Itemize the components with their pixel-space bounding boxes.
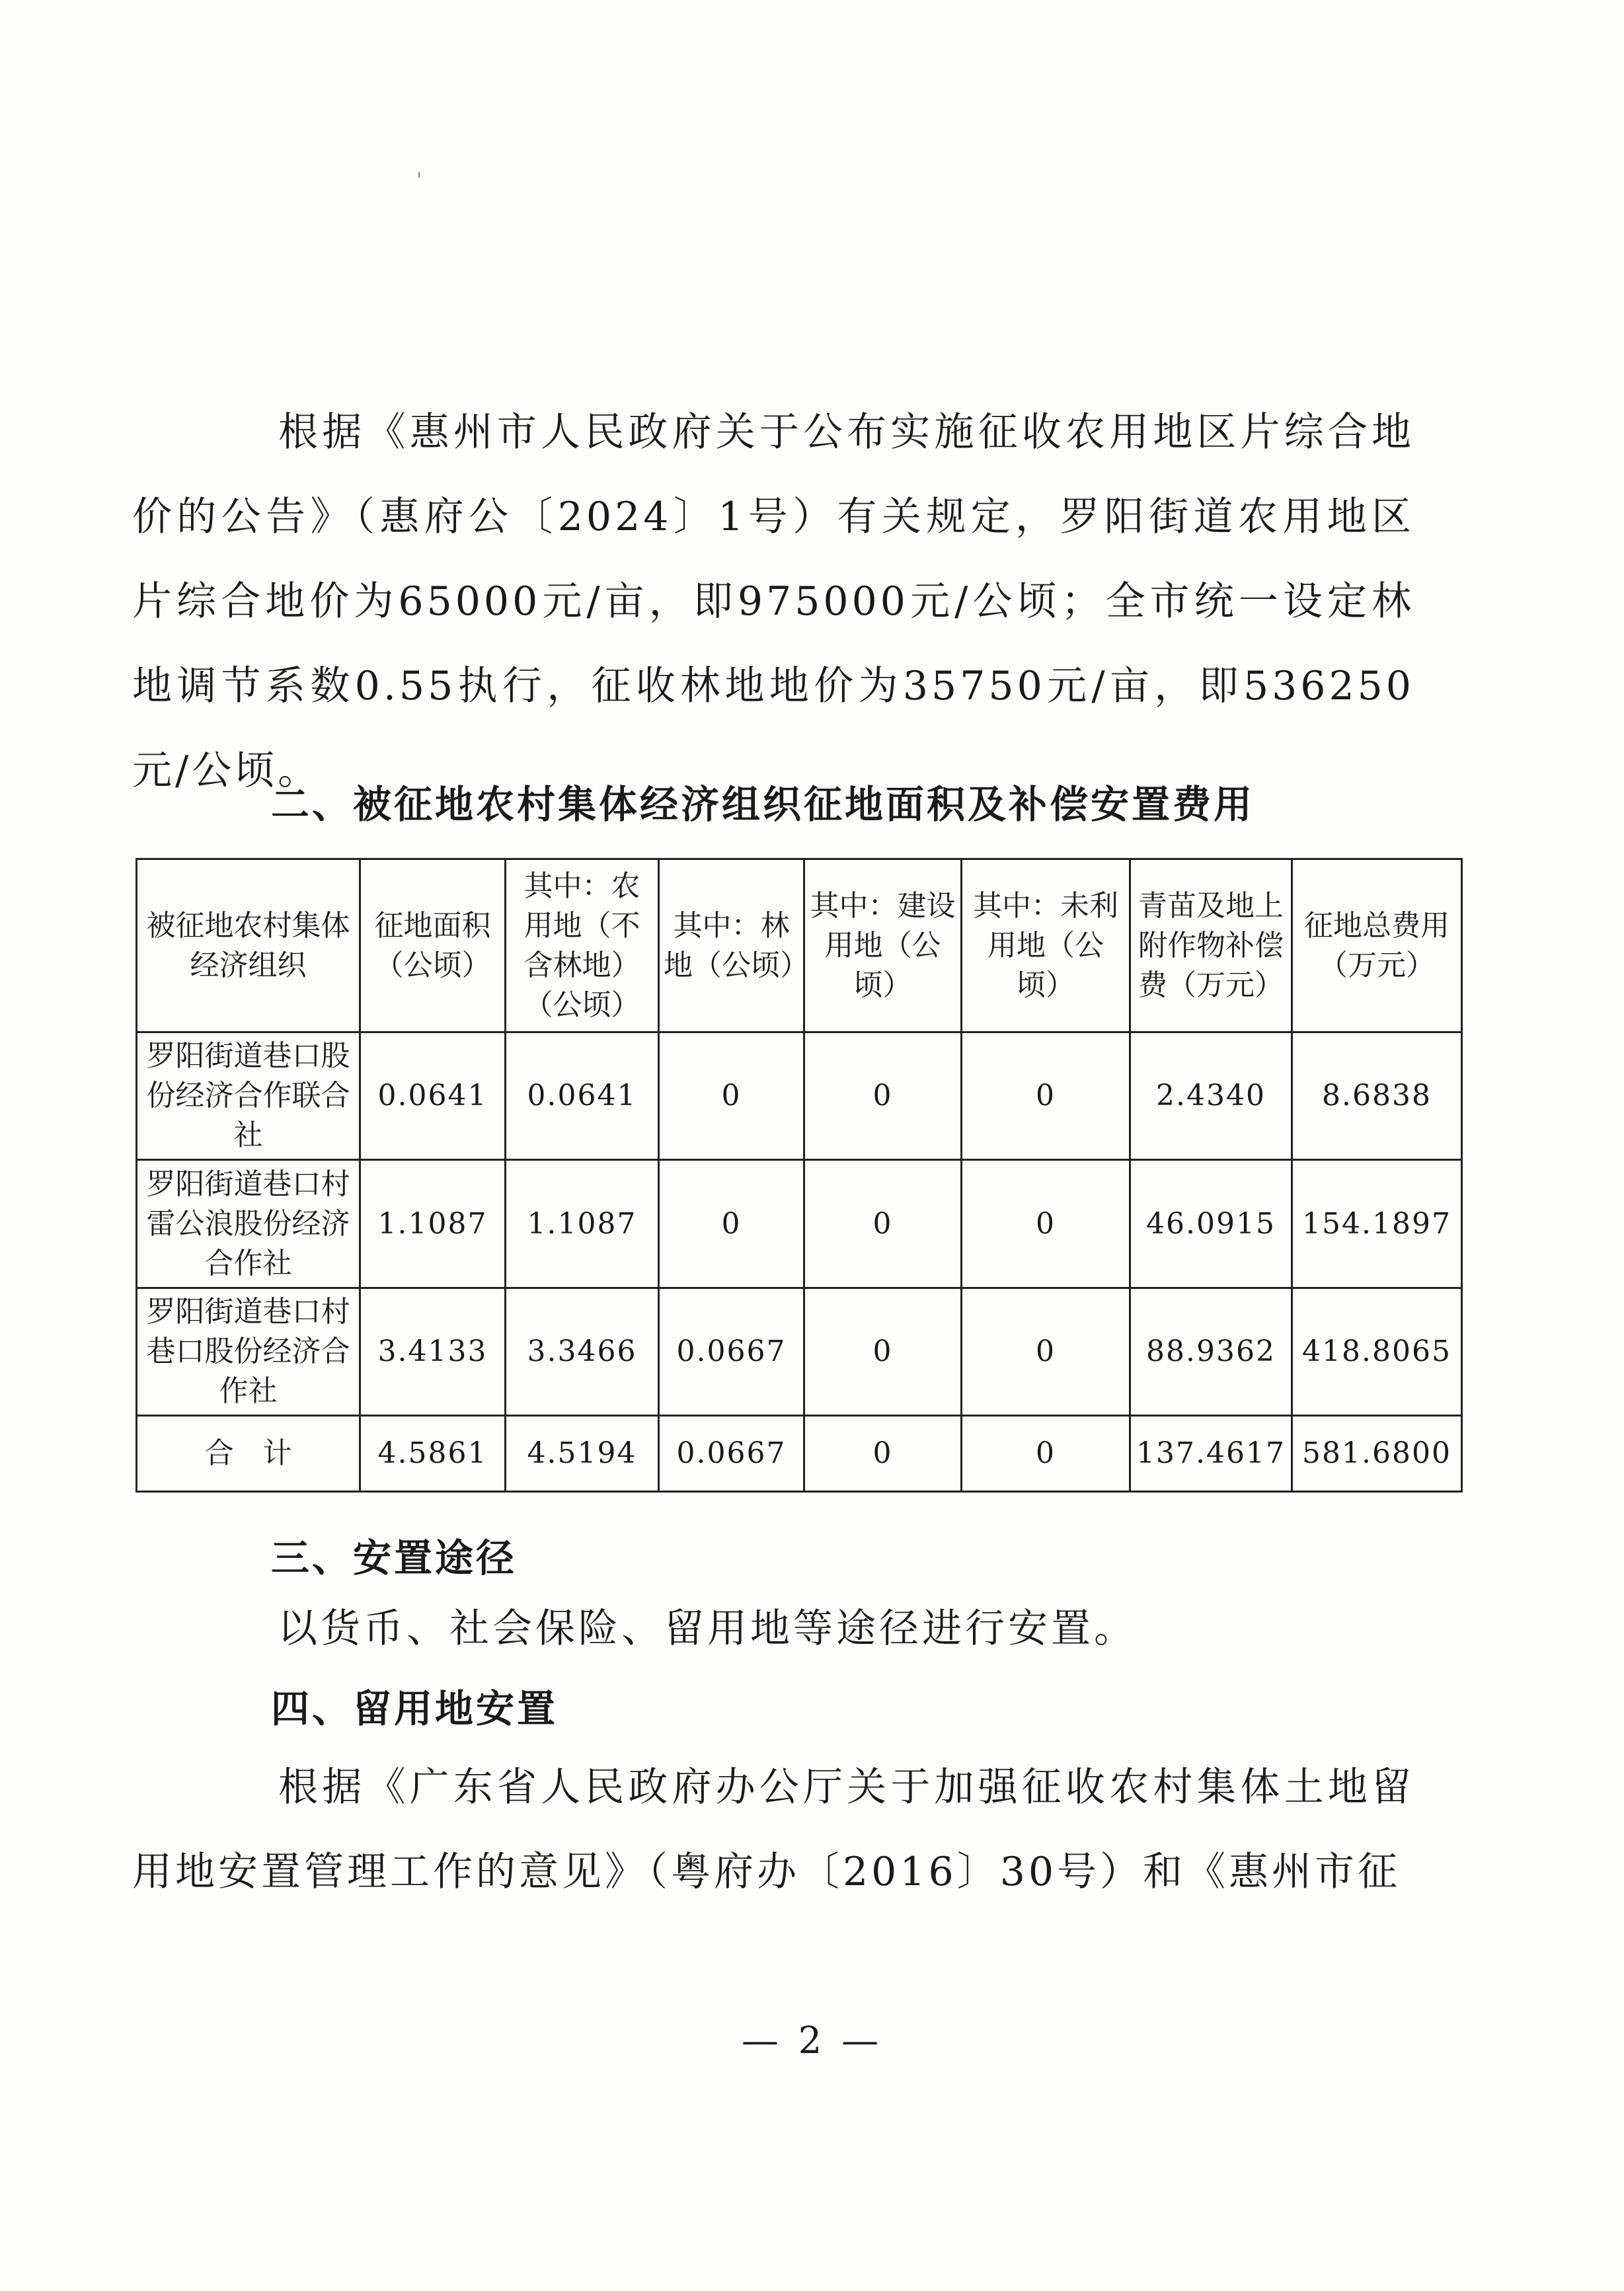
cell-crop-compensation: 2.4340 — [1130, 1032, 1292, 1160]
table-row — [137, 1160, 1462, 1288]
cell-construction: 0 — [804, 1032, 962, 1160]
paragraph-resettlement-text: 以货币、社会保险、留用地等途径进行安置。 — [278, 1606, 1137, 1652]
cell-forest: 0.0667 — [659, 1288, 804, 1415]
cell-total-cost: 418.8065 — [1292, 1288, 1462, 1415]
paragraph-land-price — [132, 390, 1414, 813]
cell-total-area: 3.4133 — [360, 1288, 506, 1415]
header-unused: 其中：未利用地（公顷） — [962, 859, 1130, 1032]
cell-construction: 0 — [804, 1160, 962, 1288]
cell-total-cost: 8.6838 — [1292, 1032, 1462, 1160]
cell-total-area: 0.0641 — [360, 1032, 506, 1160]
cell-crop-compensation: 46.0915 — [1130, 1160, 1292, 1288]
cell-farmland: 3.3466 — [506, 1288, 659, 1415]
table-header-row — [137, 859, 1462, 1032]
cell-unused: 0 — [962, 1032, 1130, 1160]
section-heading-2: 二、被征地农村集体经济组织征地面积及补偿安置费用 — [271, 782, 1255, 827]
header-total-cost: 征地总费用（万元） — [1292, 859, 1462, 1032]
cell-construction: 0 — [804, 1416, 962, 1492]
cell-forest: 0 — [659, 1160, 804, 1288]
scan-speck: ' — [416, 169, 422, 192]
section-heading-3: 三、安置途径 — [271, 1535, 518, 1580]
compensation-table — [135, 858, 1463, 1493]
cell-total-label: 合 计 — [137, 1416, 360, 1492]
cell-total-cost: 581.6800 — [1292, 1416, 1462, 1492]
paragraph-reserved-land — [132, 1745, 1414, 1914]
cell-unused: 0 — [962, 1416, 1130, 1492]
cell-organization: 罗阳街道巷口村巷口股份经济合作社 — [137, 1288, 360, 1415]
header-farmland: 其中：农用地（不含林地）（公顷） — [506, 859, 659, 1032]
cell-total-area: 4.5861 — [360, 1416, 506, 1492]
cell-forest: 0.0667 — [659, 1416, 804, 1492]
paragraph-land-price-text: 根据《惠州市人民政府关于公布实施征收农用地区片综合地价的公告》（惠府公〔2024〕1号）有关规定，罗阳街道农用地区片综合地价为65000元/亩，即975000元/公顷；全市统一设定林地调节系数0.55执行，征收林地地价为35750元/亩，即536250元/公顷。 — [132, 409, 1414, 794]
header-construction: 其中：建设用地（公顷） — [804, 859, 962, 1032]
cell-organization: 罗阳街道巷口村雷公浪股份经济合作社 — [137, 1160, 360, 1288]
header-total-area: 征地面积（公顷） — [360, 859, 506, 1032]
cell-organization: 罗阳街道巷口股份经济合作联合社 — [137, 1032, 360, 1160]
header-forest: 其中：林地（公顷） — [659, 859, 804, 1032]
header-crop-compensation: 青苗及地上附作物补偿费（万元） — [1130, 859, 1292, 1032]
page-number: — 2 — — [741, 2019, 883, 2062]
table-row — [137, 1288, 1462, 1415]
table-row — [137, 1032, 1462, 1160]
cell-total-area: 1.1087 — [360, 1160, 506, 1288]
cell-crop-compensation: 137.4617 — [1130, 1416, 1292, 1492]
cell-unused: 0 — [962, 1160, 1130, 1288]
cell-farmland: 0.0641 — [506, 1032, 659, 1160]
cell-forest: 0 — [659, 1032, 804, 1160]
cell-farmland: 1.1087 — [506, 1160, 659, 1288]
cell-unused: 0 — [962, 1288, 1130, 1415]
cell-total-cost: 154.1897 — [1292, 1160, 1462, 1288]
table-total-row — [137, 1416, 1462, 1492]
cell-crop-compensation: 88.9362 — [1130, 1288, 1292, 1415]
cell-construction: 0 — [804, 1288, 962, 1415]
paragraph-resettlement — [132, 1586, 1414, 1671]
cell-farmland: 4.5194 — [506, 1416, 659, 1492]
header-organization: 被征地农村集体经济组织 — [137, 859, 360, 1032]
section-heading-4: 四、留用地安置 — [271, 1686, 559, 1731]
paragraph-reserved-land-text: 根据《广东省人民政府办公厅关于加强征收农村集体土地留用地安置管理工作的意见》（粤府办〔2016〕30号）和《惠州市征 — [132, 1764, 1414, 1895]
